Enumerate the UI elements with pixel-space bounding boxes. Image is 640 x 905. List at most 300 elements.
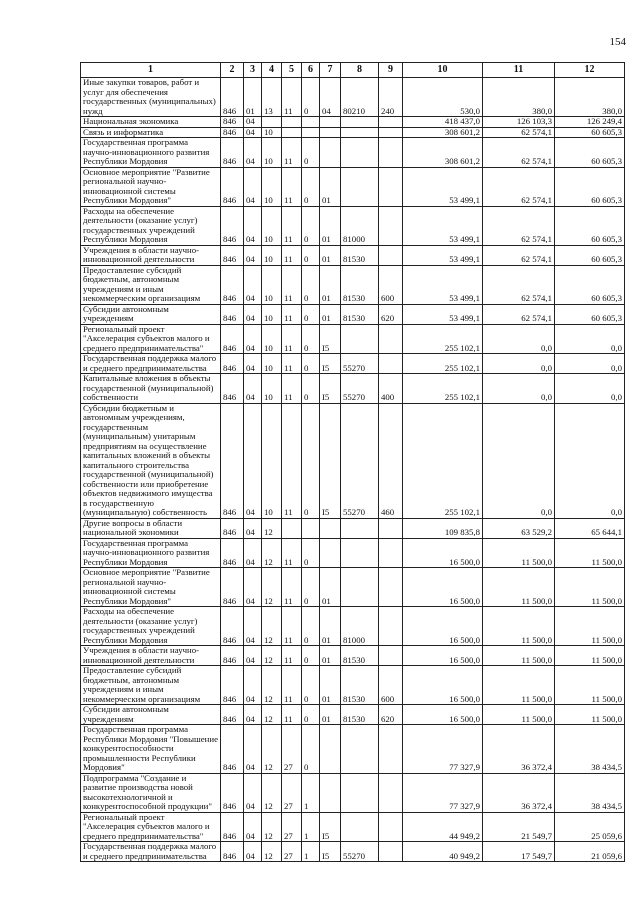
section-code-cell: 04 — [244, 117, 262, 128]
expense-type-cell — [379, 568, 403, 607]
amount-2021-cell: 0,0 — [483, 403, 555, 518]
subsection-code-cell: 12 — [262, 518, 282, 538]
table-header-row — [81, 63, 625, 78]
amount-2022-cell: 38 434,5 — [555, 725, 625, 774]
header-cell: 6 — [302, 63, 320, 78]
direction-code-cell: 81530 — [341, 245, 379, 265]
table-row — [81, 167, 625, 206]
header-cell: 9 — [379, 63, 403, 78]
subprogram-code-cell: 0 — [302, 138, 320, 168]
item-name-cell: Связь и информатика — [81, 127, 221, 138]
amount-2022-cell: 380,0 — [555, 78, 625, 117]
admin-code-cell: 846 — [221, 607, 244, 646]
subprogram-code-cell: 0 — [302, 538, 320, 568]
subsection-code-cell: 10 — [262, 265, 282, 304]
amount-2021-cell: 11 500,0 — [483, 705, 555, 725]
direction-code-cell — [341, 167, 379, 206]
expense-type-cell — [379, 117, 403, 128]
admin-code-cell: 846 — [221, 646, 244, 666]
admin-code-cell: 846 — [221, 773, 244, 812]
section-code-cell: 04 — [244, 304, 262, 324]
section-code-cell: 04 — [244, 354, 262, 374]
amount-2022-cell: 60 605,3 — [555, 127, 625, 138]
event-code-cell: 01 — [320, 646, 341, 666]
event-code-cell — [320, 773, 341, 812]
amount-2022-cell: 0,0 — [555, 354, 625, 374]
direction-code-cell: 81000 — [341, 607, 379, 646]
subsection-code-cell: 10 — [262, 167, 282, 206]
table-row — [81, 646, 625, 666]
amount-2020-cell: 53 499,1 — [403, 206, 483, 245]
event-code-cell — [320, 725, 341, 774]
subprogram-code-cell: 0 — [302, 666, 320, 705]
amount-2022-cell: 0,0 — [555, 403, 625, 518]
item-name-cell: Региональный проект "Акселерация субъектов малого и среднего предпринимательства" — [81, 812, 221, 842]
section-code-cell: 04 — [244, 646, 262, 666]
admin-code-cell: 846 — [221, 538, 244, 568]
admin-code-cell: 846 — [221, 842, 244, 862]
header-cell: 7 — [320, 63, 341, 78]
table-row — [81, 403, 625, 518]
program-code-cell: 11 — [282, 666, 302, 705]
amount-2022-cell: 11 500,0 — [555, 568, 625, 607]
header-cell: 4 — [262, 63, 282, 78]
program-code-cell: 11 — [282, 265, 302, 304]
section-code-cell: 04 — [244, 265, 262, 304]
amount-2022-cell: 11 500,0 — [555, 538, 625, 568]
event-code-cell: 01 — [320, 265, 341, 304]
amount-2021-cell: 11 500,0 — [483, 568, 555, 607]
amount-2020-cell: 255 102,1 — [403, 324, 483, 354]
program-code-cell: 11 — [282, 206, 302, 245]
section-code-cell: 04 — [244, 138, 262, 168]
expense-type-cell: 460 — [379, 403, 403, 518]
subprogram-code-cell: 0 — [302, 304, 320, 324]
event-code-cell: 04 — [320, 78, 341, 117]
section-code-cell: 04 — [244, 705, 262, 725]
expense-type-cell: 620 — [379, 304, 403, 324]
direction-code-cell: 80210 — [341, 78, 379, 117]
amount-2021-cell: 21 549,7 — [483, 812, 555, 842]
expense-type-cell — [379, 518, 403, 538]
admin-code-cell: 846 — [221, 265, 244, 304]
subprogram-code-cell: 1 — [302, 812, 320, 842]
table-row — [81, 705, 625, 725]
subprogram-code-cell: 0 — [302, 167, 320, 206]
expense-type-cell — [379, 206, 403, 245]
amount-2022-cell: 11 500,0 — [555, 705, 625, 725]
direction-code-cell — [341, 117, 379, 128]
item-name-cell: Государственная программа научно-инновационного развития Республики Мордовия — [81, 538, 221, 568]
admin-code-cell: 846 — [221, 812, 244, 842]
subsection-code-cell: 10 — [262, 324, 282, 354]
admin-code-cell: 846 — [221, 666, 244, 705]
header-cell: 2 — [221, 63, 244, 78]
subprogram-code-cell: 0 — [302, 206, 320, 245]
page-number: 154 — [609, 36, 626, 48]
event-code-cell — [320, 138, 341, 168]
admin-code-cell: 846 — [221, 304, 244, 324]
program-code-cell — [282, 127, 302, 138]
expense-type-cell — [379, 842, 403, 862]
event-code-cell: 01 — [320, 245, 341, 265]
direction-code-cell — [341, 812, 379, 842]
table-row — [81, 127, 625, 138]
admin-code-cell: 846 — [221, 138, 244, 168]
subprogram-code-cell — [302, 518, 320, 538]
program-code-cell: 11 — [282, 167, 302, 206]
table-row — [81, 324, 625, 354]
item-name-cell: Иные закупки товаров, работ и услуг для обеспечения государственных (муниципальных) нужд — [81, 78, 221, 117]
subsection-code-cell: 12 — [262, 568, 282, 607]
table-row — [81, 78, 625, 117]
amount-2021-cell: 17 549,7 — [483, 842, 555, 862]
table-row — [81, 773, 625, 812]
table-row — [81, 117, 625, 128]
amount-2021-cell: 11 500,0 — [483, 607, 555, 646]
subsection-code-cell: 12 — [262, 646, 282, 666]
direction-code-cell: 81530 — [341, 666, 379, 705]
header-cell: 11 — [483, 63, 555, 78]
amount-2022-cell: 11 500,0 — [555, 607, 625, 646]
section-code-cell: 04 — [244, 127, 262, 138]
table-row — [81, 265, 625, 304]
subsection-code-cell: 13 — [262, 78, 282, 117]
amount-2021-cell: 11 500,0 — [483, 666, 555, 705]
subsection-code-cell: 12 — [262, 725, 282, 774]
expense-type-cell — [379, 646, 403, 666]
amount-2020-cell: 255 102,1 — [403, 403, 483, 518]
expense-type-cell — [379, 245, 403, 265]
expense-type-cell — [379, 167, 403, 206]
program-code-cell: 11 — [282, 568, 302, 607]
expense-type-cell: 600 — [379, 265, 403, 304]
subsection-code-cell: 10 — [262, 304, 282, 324]
table-row — [81, 138, 625, 168]
event-code-cell: I5 — [320, 812, 341, 842]
item-name-cell: Субсидии автономным учреждениям — [81, 304, 221, 324]
amount-2022-cell: 60 605,3 — [555, 245, 625, 265]
section-code-cell: 04 — [244, 538, 262, 568]
amount-2021-cell: 62 574,1 — [483, 206, 555, 245]
direction-code-cell — [341, 538, 379, 568]
amount-2020-cell: 16 500,0 — [403, 607, 483, 646]
event-code-cell — [320, 518, 341, 538]
program-code-cell: 11 — [282, 354, 302, 374]
header-cell: 10 — [403, 63, 483, 78]
admin-code-cell: 846 — [221, 78, 244, 117]
amount-2022-cell: 126 249,4 — [555, 117, 625, 128]
amount-2021-cell: 11 500,0 — [483, 538, 555, 568]
amount-2020-cell: 77 327,9 — [403, 773, 483, 812]
amount-2020-cell: 44 949,2 — [403, 812, 483, 842]
table-row — [81, 725, 625, 774]
item-name-cell: Региональный проект "Акселерация субъектов малого и среднего предпринимательства" — [81, 324, 221, 354]
subsection-code-cell: 12 — [262, 607, 282, 646]
header-cell: 3 — [244, 63, 262, 78]
table-row — [81, 518, 625, 538]
direction-code-cell: 55270 — [341, 842, 379, 862]
amount-2020-cell: 16 500,0 — [403, 568, 483, 607]
subsection-code-cell: 12 — [262, 842, 282, 862]
section-code-cell: 04 — [244, 773, 262, 812]
item-name-cell: Учреждения в области научно-инновационной деятельности — [81, 245, 221, 265]
direction-code-cell: 81530 — [341, 304, 379, 324]
program-code-cell: 11 — [282, 607, 302, 646]
amount-2021-cell: 62 574,1 — [483, 138, 555, 168]
subprogram-code-cell: 0 — [302, 374, 320, 404]
direction-code-cell — [341, 568, 379, 607]
amount-2021-cell: 62 574,1 — [483, 245, 555, 265]
program-code-cell: 11 — [282, 705, 302, 725]
direction-code-cell: 55270 — [341, 403, 379, 518]
amount-2021-cell: 0,0 — [483, 374, 555, 404]
expense-type-cell — [379, 538, 403, 568]
item-name-cell: Капитальные вложения в объекты государственной (муниципальной) собственности — [81, 374, 221, 404]
amount-2021-cell: 0,0 — [483, 354, 555, 374]
event-code-cell: I5 — [320, 354, 341, 374]
table-row — [81, 842, 625, 862]
subprogram-code-cell: 0 — [302, 607, 320, 646]
header-cell: 1 — [81, 63, 221, 78]
program-code-cell — [282, 117, 302, 128]
event-code-cell: 01 — [320, 607, 341, 646]
amount-2021-cell: 36 372,4 — [483, 773, 555, 812]
amount-2020-cell: 530,0 — [403, 78, 483, 117]
amount-2020-cell: 53 499,1 — [403, 304, 483, 324]
event-code-cell — [320, 127, 341, 138]
subsection-code-cell: 12 — [262, 812, 282, 842]
amount-2020-cell: 53 499,1 — [403, 245, 483, 265]
table-row — [81, 568, 625, 607]
admin-code-cell: 846 — [221, 568, 244, 607]
amount-2022-cell: 25 059,6 — [555, 812, 625, 842]
budget-table — [80, 62, 625, 862]
header-cell: 8 — [341, 63, 379, 78]
admin-code-cell: 846 — [221, 206, 244, 245]
amount-2022-cell: 0,0 — [555, 374, 625, 404]
admin-code-cell: 846 — [221, 127, 244, 138]
direction-code-cell: 81530 — [341, 705, 379, 725]
table-row — [81, 666, 625, 705]
amount-2022-cell: 11 500,0 — [555, 666, 625, 705]
subsection-code-cell: 10 — [262, 138, 282, 168]
amount-2022-cell: 38 434,5 — [555, 773, 625, 812]
table-row — [81, 812, 625, 842]
subprogram-code-cell: 0 — [302, 245, 320, 265]
amount-2020-cell: 418 437,0 — [403, 117, 483, 128]
header-cell: 5 — [282, 63, 302, 78]
section-code-cell: 04 — [244, 206, 262, 245]
amount-2020-cell: 109 835,8 — [403, 518, 483, 538]
event-code-cell: I5 — [320, 374, 341, 404]
subprogram-code-cell: 0 — [302, 403, 320, 518]
subprogram-code-cell: 0 — [302, 568, 320, 607]
admin-code-cell: 846 — [221, 403, 244, 518]
section-code-cell: 04 — [244, 812, 262, 842]
direction-code-cell — [341, 127, 379, 138]
amount-2021-cell: 36 372,4 — [483, 725, 555, 774]
expense-type-cell — [379, 127, 403, 138]
amount-2020-cell: 308 601,2 — [403, 138, 483, 168]
amount-2021-cell: 63 529,2 — [483, 518, 555, 538]
table-row — [81, 304, 625, 324]
program-code-cell: 27 — [282, 725, 302, 774]
section-code-cell: 04 — [244, 245, 262, 265]
program-code-cell: 27 — [282, 773, 302, 812]
subsection-code-cell: 12 — [262, 773, 282, 812]
expense-type-cell: 600 — [379, 666, 403, 705]
amount-2020-cell: 16 500,0 — [403, 646, 483, 666]
table-row — [81, 206, 625, 245]
item-name-cell: Учреждения в области научно-инновационной деятельности — [81, 646, 221, 666]
admin-code-cell: 846 — [221, 245, 244, 265]
event-code-cell: 01 — [320, 705, 341, 725]
event-code-cell: 01 — [320, 206, 341, 245]
direction-code-cell: 55270 — [341, 354, 379, 374]
event-code-cell: 01 — [320, 666, 341, 705]
header-cell: 12 — [555, 63, 625, 78]
item-name-cell: Основное мероприятие "Развитие региональной научно-инновационной системы Республики Мордовия" — [81, 568, 221, 607]
direction-code-cell — [341, 725, 379, 774]
subprogram-code-cell: 0 — [302, 265, 320, 304]
event-code-cell: I5 — [320, 324, 341, 354]
amount-2022-cell: 60 605,3 — [555, 167, 625, 206]
amount-2022-cell: 0,0 — [555, 324, 625, 354]
expense-type-cell: 400 — [379, 374, 403, 404]
section-code-cell: 04 — [244, 167, 262, 206]
section-code-cell: 04 — [244, 666, 262, 705]
amount-2020-cell: 16 500,0 — [403, 538, 483, 568]
section-code-cell: 04 — [244, 725, 262, 774]
amount-2020-cell: 53 499,1 — [403, 167, 483, 206]
event-code-cell — [320, 117, 341, 128]
program-code-cell: 11 — [282, 304, 302, 324]
subprogram-code-cell: 0 — [302, 646, 320, 666]
item-name-cell: Другие вопросы в области национальной экономики — [81, 518, 221, 538]
amount-2020-cell: 308 601,2 — [403, 127, 483, 138]
amount-2020-cell: 16 500,0 — [403, 666, 483, 705]
amount-2021-cell: 380,0 — [483, 78, 555, 117]
amount-2022-cell: 21 059,6 — [555, 842, 625, 862]
subsection-code-cell: 10 — [262, 245, 282, 265]
item-name-cell: Государственная программа Республики Мордовия "Повышение конкурентоспособности промышленности Республики Мордовия" — [81, 725, 221, 774]
program-code-cell: 11 — [282, 138, 302, 168]
subsection-code-cell: 10 — [262, 403, 282, 518]
item-name-cell: Основное мероприятие "Развитие региональной научно-инновационной системы Республики Мордовия" — [81, 167, 221, 206]
direction-code-cell — [341, 138, 379, 168]
program-code-cell: 27 — [282, 812, 302, 842]
subsection-code-cell: 10 — [262, 206, 282, 245]
event-code-cell: 01 — [320, 304, 341, 324]
direction-code-cell: 55270 — [341, 374, 379, 404]
admin-code-cell: 846 — [221, 518, 244, 538]
expense-type-cell — [379, 138, 403, 168]
subsection-code-cell: 12 — [262, 705, 282, 725]
subprogram-code-cell: 0 — [302, 324, 320, 354]
subsection-code-cell: 10 — [262, 374, 282, 404]
amount-2022-cell: 60 605,3 — [555, 138, 625, 168]
subprogram-code-cell — [302, 127, 320, 138]
program-code-cell: 27 — [282, 842, 302, 862]
table-row — [81, 538, 625, 568]
amount-2020-cell: 53 499,1 — [403, 265, 483, 304]
admin-code-cell: 846 — [221, 705, 244, 725]
expense-type-cell — [379, 607, 403, 646]
subprogram-code-cell: 0 — [302, 725, 320, 774]
program-code-cell: 11 — [282, 403, 302, 518]
direction-code-cell: 81530 — [341, 646, 379, 666]
section-code-cell: 04 — [244, 518, 262, 538]
expense-type-cell: 620 — [379, 705, 403, 725]
item-name-cell: Подпрограмма "Создание и развитие производства новой высокотехнологичной и конкурентоспособной продукции" — [81, 773, 221, 812]
admin-code-cell: 846 — [221, 324, 244, 354]
item-name-cell: Расходы на обеспечение деятельности (оказание услуг) государственных учреждений Республики Мордовия — [81, 206, 221, 245]
amount-2021-cell: 62 574,1 — [483, 127, 555, 138]
expense-type-cell — [379, 812, 403, 842]
program-code-cell: 11 — [282, 78, 302, 117]
table-row — [81, 374, 625, 404]
section-code-cell: 04 — [244, 607, 262, 646]
amount-2021-cell: 62 574,1 — [483, 304, 555, 324]
program-code-cell: 11 — [282, 245, 302, 265]
table-row — [81, 607, 625, 646]
table-row — [81, 354, 625, 374]
subsection-code-cell: 10 — [262, 127, 282, 138]
subsection-code-cell: 12 — [262, 666, 282, 705]
expense-type-cell — [379, 725, 403, 774]
item-name-cell: Предоставление субсидий бюджетным, автономным учреждениям и иным некоммерческим организациям — [81, 666, 221, 705]
amount-2022-cell: 60 605,3 — [555, 265, 625, 304]
amount-2022-cell: 65 644,1 — [555, 518, 625, 538]
subsection-code-cell: 12 — [262, 538, 282, 568]
section-code-cell: 04 — [244, 374, 262, 404]
amount-2021-cell: 11 500,0 — [483, 646, 555, 666]
subsection-code-cell — [262, 117, 282, 128]
subprogram-code-cell: 1 — [302, 773, 320, 812]
direction-code-cell — [341, 773, 379, 812]
admin-code-cell: 846 — [221, 167, 244, 206]
program-code-cell: 11 — [282, 646, 302, 666]
item-name-cell: Расходы на обеспечение деятельности (оказание услуг) государственных учреждений Республики Мордовия — [81, 607, 221, 646]
subprogram-code-cell: 0 — [302, 705, 320, 725]
amount-2020-cell: 16 500,0 — [403, 705, 483, 725]
event-code-cell: I5 — [320, 403, 341, 518]
event-code-cell: 01 — [320, 568, 341, 607]
amount-2020-cell: 255 102,1 — [403, 374, 483, 404]
amount-2022-cell: 60 605,3 — [555, 206, 625, 245]
admin-code-cell: 846 — [221, 374, 244, 404]
amount-2021-cell: 62 574,1 — [483, 167, 555, 206]
amount-2020-cell: 77 327,9 — [403, 725, 483, 774]
subprogram-code-cell — [302, 117, 320, 128]
amount-2022-cell: 60 605,3 — [555, 304, 625, 324]
direction-code-cell — [341, 324, 379, 354]
subsection-code-cell: 10 — [262, 354, 282, 374]
event-code-cell: I5 — [320, 842, 341, 862]
section-code-cell: 04 — [244, 403, 262, 518]
section-code-cell: 01 — [244, 78, 262, 117]
direction-code-cell: 81000 — [341, 206, 379, 245]
amount-2020-cell: 40 949,2 — [403, 842, 483, 862]
subprogram-code-cell: 0 — [302, 354, 320, 374]
item-name-cell: Субсидии бюджетным и автономным учреждениям, государственным (муниципальным) унитарным предприятиям на осуществление капитальных вложений в объекты капитального строительства государственной (муниципальной) собственности или приобретение объектов недвижимого имущества в государственную (муниципальную) собственность — [81, 403, 221, 518]
item-name-cell: Субсидии автономным учреждениям — [81, 705, 221, 725]
section-code-cell: 04 — [244, 568, 262, 607]
amount-2020-cell: 255 102,1 — [403, 354, 483, 374]
admin-code-cell: 846 — [221, 354, 244, 374]
item-name-cell: Национальная экономика — [81, 117, 221, 128]
